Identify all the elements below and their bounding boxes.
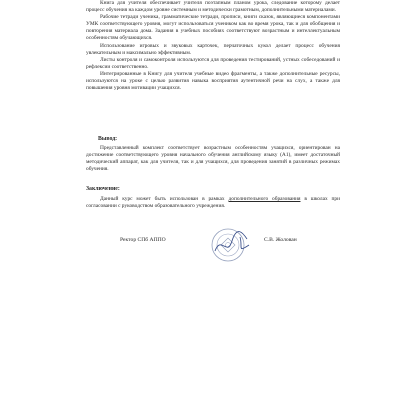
conclusion-heading: Вывод:	[98, 136, 118, 142]
final-block	[86, 196, 340, 210]
paragraph-teacher-book: Книга для учителя обеспечивает учителя поэтапным планом урока, следование которому делает процесс обучения на каждом уровне системным и методически грамотным, дополнительными материалами.	[86, 0, 340, 14]
final-text-after: в школах при согласовании с руководством образовательного учреждения.	[86, 196, 340, 210]
paragraph-workbooks: Рабочие тетради ученика, грамматические тетради, прописи, книги сказок, являющиеся компонентами УМК соответствующего уровня, могут использоваться учеником как во время урока, так и для обобщения и повторения материала дома. Задания в учебных пособиях соответствуют возрастным и интеллектуальным особенностям обучающихся.	[86, 14, 340, 42]
conclusion-block	[86, 145, 340, 173]
paragraph-control-sheets: Листы контроля и самоконтроля используются для проведения тестирований, устных собеседований и рефлексии соответственно.	[86, 56, 340, 70]
body-text-top	[86, 0, 340, 92]
rector-label: Ректор СПб АППО	[120, 237, 166, 243]
final-text	[86, 196, 340, 210]
final-text-before: Данный курс может быть использован в рамках	[100, 196, 229, 202]
seal-stamp-icon	[207, 227, 253, 263]
signature-row	[0, 229, 400, 259]
paragraph-cards: Использование игровых и звуковых карточек, перчаточных кукол делает процесс обучения увлекательным и максимально эффективным.	[86, 42, 340, 56]
final-heading: Заключение:	[86, 186, 120, 192]
paragraph-video: Интегрированные в Книгу для учителя учебные видео фрагменты, а также дополнительные ресурсы, используются на уроке с целью развития навыка восприятия аутентичной речи на слух, а также для повышения уровня мотивации учащихся.	[86, 70, 340, 92]
signatory-name: С.В. Жолован	[264, 237, 297, 243]
final-text-underlined: дополнительного образования	[228, 196, 301, 202]
conclusion-text: Представленный комплект соответствует возрастным особенностям учащихся, ориентирован на достижение соответствующего уровня начального обучения английскому языку (A1), имеет достаточный методический аппарат, как для учителя, так и для учащихся, для проведения занятий в различных режимах обучения.	[86, 145, 340, 173]
